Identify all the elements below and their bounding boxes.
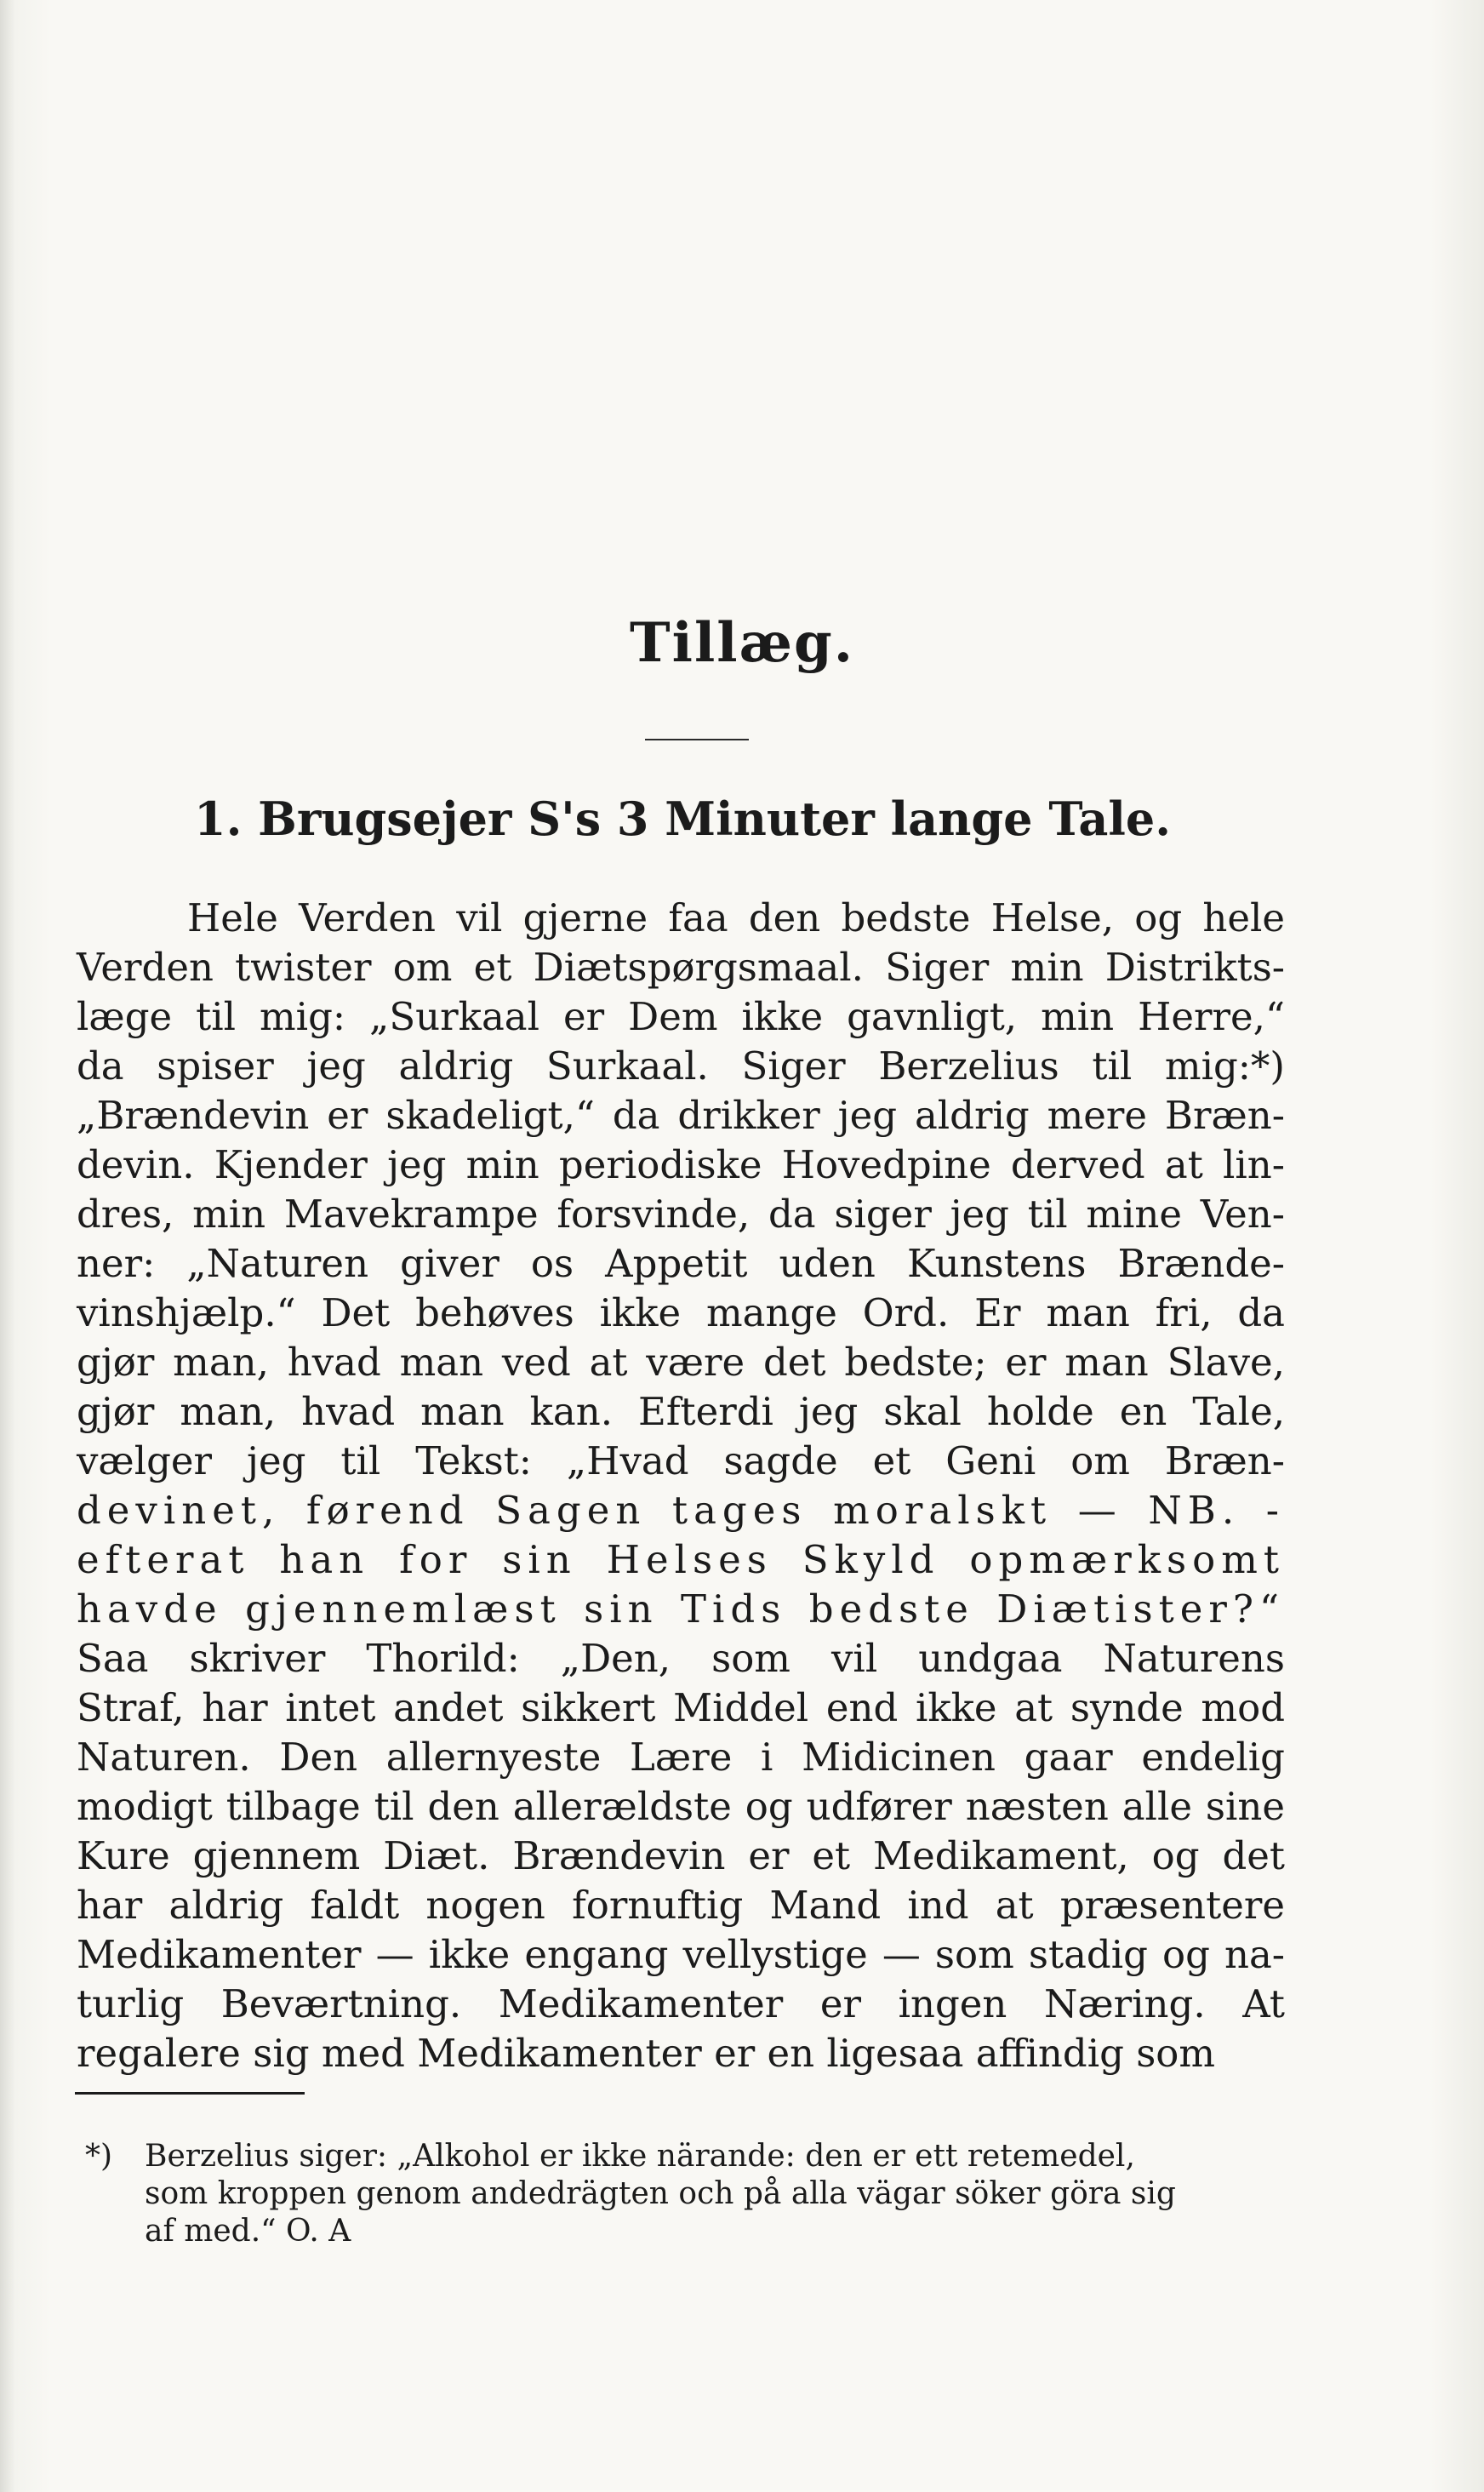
text-line: Straf, har intet andet sikkert Middel end ikke at synde mod xyxy=(77,1685,1285,1730)
text-line: „Brændevin er skadeligt,“ da drikker jeg aldrig mere Bræn- xyxy=(77,1093,1285,1138)
text-line: efterat han for sin Helses Skyld opmærksomt xyxy=(77,1537,1285,1582)
text-line: dres, min Mavekrampe forsvinde, da siger jeg til mine Ven- xyxy=(77,1192,1285,1237)
footnote-line: som kroppen genom andedrägten och på alla vägar söker göra sig xyxy=(145,2176,1176,2211)
text-line: læge til mig: „Surkaal er Dem ikke gavnligt, min Herre,“ xyxy=(77,994,1285,1039)
text-line: vinshjælp.“ Det behøves ikke mange Ord. Er man fri, da xyxy=(77,1290,1285,1335)
text-line: regalere sig med Medikamenter er en ligesaa affindig som xyxy=(77,2031,1216,2076)
page-title: Tillæg. xyxy=(630,611,854,675)
footnote xyxy=(85,2138,1293,2250)
text-line: Kure gjennem Diæt. Brændevin er et Medikament, og det xyxy=(77,1833,1285,1878)
text-line: Naturen. Den allernyeste Lære i Midicinen gaar endelig xyxy=(77,1735,1285,1780)
text-line: Verden twister om et Diætspørgsmaal. Siger min Distrikts- xyxy=(77,945,1285,990)
footnote-line: af med.“ O. A xyxy=(145,2214,351,2249)
text-line: vælger jeg til Tekst: „Hvad sagde et Geni om Bræn- xyxy=(77,1438,1285,1483)
text-line: har aldrig faldt nogen fornuftig Mand ind at præsentere xyxy=(77,1883,1285,1928)
text-line: Hele Verden vil gjerne faa den bedste Helse, og hele xyxy=(187,895,1285,940)
footnote-line: Berzelius siger: „Alkohol er ikke närande: den er ett retemedel, xyxy=(145,2139,1135,2174)
text-line: havde gjennemlæst sin Tids bedste Diætister?“ xyxy=(77,1586,1285,1632)
section-heading: 1. Brugsejer S's 3 Minuter lange Tale. xyxy=(194,792,1172,846)
text-line: Saa skriver Thorild: „Den, som vil undgaa Naturens xyxy=(77,1636,1285,1681)
text-line: ner: „Naturen giver os Appetit uden Kunstens Brænde- xyxy=(77,1241,1285,1286)
title-divider xyxy=(645,739,749,740)
text-line: turlig Beværtning. Medikamenter er ingen Næring. At xyxy=(77,1981,1285,2026)
text-line: Medikamenter — ikke engang vellystige — som stadig og na- xyxy=(77,1932,1285,1977)
text-line: devin. Kjender jeg min periodiske Hovedpine derved at lin- xyxy=(77,1142,1285,1187)
text-line: gjør man, hvad man kan. Efterdi jeg skal holde en Tale, xyxy=(77,1389,1285,1434)
text-line: modigt tilbage til den allerældste og udfører næsten alle sine xyxy=(77,1784,1285,1829)
footnote-marker: *) xyxy=(85,2139,113,2174)
text-line: gjør man, hvad man ved at være det bedste; er man Slave, xyxy=(77,1340,1285,1385)
text-line: devinet, førend Sagen tages moralskt — NB. - xyxy=(77,1488,1285,1533)
footnote-divider xyxy=(75,2092,305,2095)
text-line: da spiser jeg aldrig Surkaal. Siger Berzelius til mig:*) xyxy=(77,1043,1285,1089)
body-text xyxy=(77,894,1285,2078)
